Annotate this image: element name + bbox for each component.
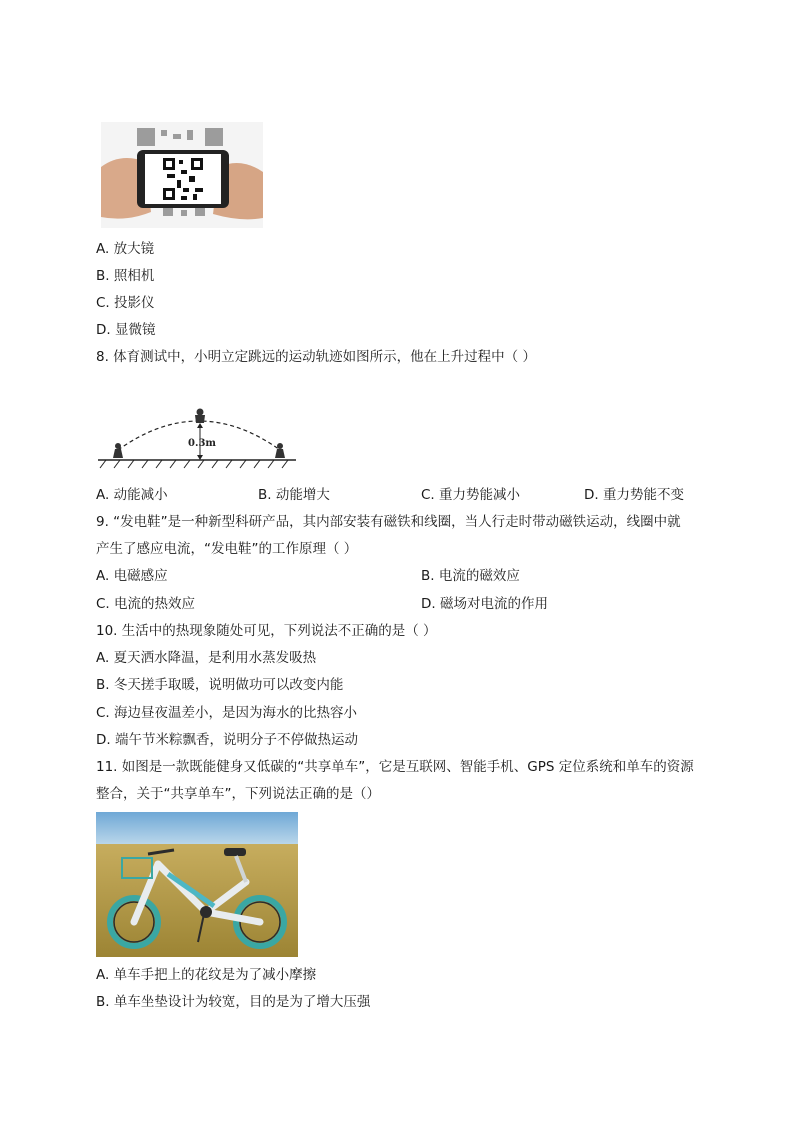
q8-option-b[interactable]: B. 动能增大 [258, 487, 330, 503]
shared-bicycle-photo [96, 812, 298, 957]
q10-option-b[interactable]: B. 冬天搓手取暖，说明做功可以改变内能 [96, 677, 344, 693]
q8-option-d[interactable]: D. 重力势能不变 [584, 487, 684, 503]
height-label: 0.3m [188, 438, 216, 449]
q9-option-c[interactable]: C. 电流的热效应 [96, 596, 196, 612]
q9-option-d[interactable]: D. 磁场对电流的作用 [421, 596, 548, 612]
q9-option-b[interactable]: B. 电流的磁效应 [421, 568, 520, 584]
q8-question: 8. 体育测试中，小明立定跳远的运动轨迹如图所示，他在上升过程中（ ） [96, 349, 536, 365]
qr-phone-figure [101, 122, 263, 228]
q11-question-line1: 11. 如图是一款既能健身又低碳的“共享单车”，它是互联网、智能手机、GPS 定位系统和单车的资源 [96, 759, 694, 775]
q7-option-d[interactable]: D. 显微镜 [96, 322, 156, 338]
q11-option-a[interactable]: A. 单车手把上的花纹是为了减小摩擦 [96, 967, 317, 983]
q7-option-a[interactable]: A. 放大镜 [96, 241, 155, 257]
q10-option-d[interactable]: D. 端午节米粽飘香，说明分子不停做热运动 [96, 732, 358, 748]
q9-question-line2: 产生了感应电流，“发电鞋”的工作原理（ ） [96, 541, 358, 557]
jump-trajectory-figure [96, 402, 298, 476]
q10-question: 10. 生活中的热现象随处可见，下列说法不正确的是（ ） [96, 623, 437, 639]
q9-question-line1: 9. “发电鞋”是一种新型科研产品，其内部安装有磁铁和线圈，当人行走时带动磁铁运动，线圈中就 [96, 514, 681, 530]
q11-question-line2: 整合，关于“共享单车”，下列说法正确的是（） [96, 786, 380, 802]
q10-option-a[interactable]: A. 夏天洒水降温，是利用水蒸发吸热 [96, 650, 317, 666]
q9-option-a[interactable]: A. 电磁感应 [96, 568, 168, 584]
q7-option-b[interactable]: B. 照相机 [96, 268, 155, 284]
q7-option-c[interactable]: C. 投影仪 [96, 295, 155, 311]
q10-option-c[interactable]: C. 海边昼夜温差小，是因为海水的比热容小 [96, 705, 358, 721]
q8-option-c[interactable]: C. 重力势能减小 [421, 487, 521, 503]
q8-option-a[interactable]: A. 动能减小 [96, 487, 168, 503]
q11-option-b[interactable]: B. 单车坐垫设计为较宽，目的是为了增大压强 [96, 994, 371, 1010]
